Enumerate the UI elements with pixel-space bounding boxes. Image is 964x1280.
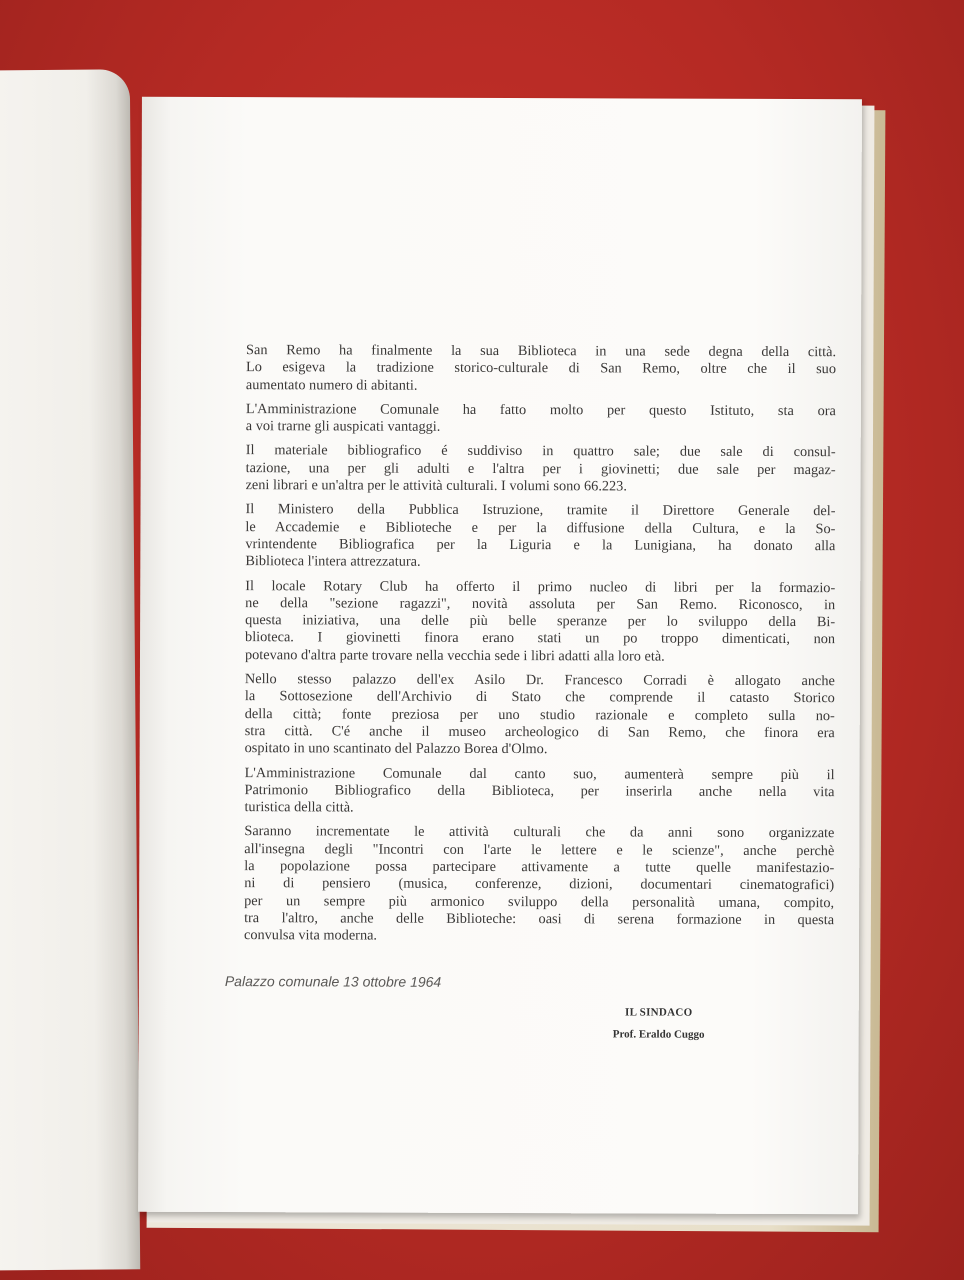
- paragraph: [244, 765, 834, 819]
- text-line: stra città. C'é anche il museo archeologico di San Remo, che finora era: [244, 723, 835, 742]
- text-line: tazione, una per gli adulti e l'altra per i giovinetti; due sale per magaz-: [245, 459, 836, 478]
- text-line: all'insegna degli "Incontri con l'arte le lettere e le scienze", anche perchè: [244, 840, 835, 859]
- text-line: Biblioteca l'intera attrezzatura.: [245, 553, 421, 570]
- text-line: Nello stesso palazzo dell'ex Asilo Dr. Francesco Corradi è allogato anche: [244, 671, 835, 690]
- left-facing-page: [0, 69, 140, 1270]
- paragraph: [245, 671, 835, 760]
- text-line: ne della "sezione ragazzi", novità assoluta per San Remo. Riconosco, in: [245, 594, 836, 614]
- text-line: potevano d'altra parte trovare nella vecchia sede i libri adatti alla loro età.: [244, 646, 665, 665]
- dateline: Palazzo comunale 13 ottobre 1964: [224, 973, 442, 990]
- text-line: questa iniziativa, una delle più belle speranze per lo sviluppo della Bi-: [245, 612, 836, 631]
- text-line: Il locale Rotary Club ha offerto il primo nucleo di libri per la formazio-: [245, 577, 836, 596]
- text-line: turistica della città.: [244, 799, 354, 816]
- text-line: aumentato numero di abitanti.: [245, 376, 418, 394]
- right-page: [138, 97, 862, 1215]
- paragraph: [246, 401, 836, 438]
- text-line: la popolazione possa partecipare attivamente a tutte quelle manifestazio-: [244, 858, 835, 877]
- paragraph: [246, 342, 836, 396]
- text-line: Patrimonio Bibliografico della Biblioteca, per inserirla anche nella vita: [244, 781, 835, 800]
- text-line: Il materiale bibliografico é suddiviso in quattro sale; due sale di consul-: [245, 442, 836, 461]
- text-line: vrintendente Bibliografica per la Liguria e la Lunigiana, ha donato alla: [245, 536, 836, 555]
- text-line: San Remo ha finalmente la sua Biblioteca in una sede degna della città.: [246, 342, 837, 361]
- text-line: ospitato in uno scantinato del Palazzo Borea d'Olmo.: [244, 740, 548, 758]
- text-line: a voi trarne gli auspicati vantaggi.: [245, 418, 441, 435]
- signature-name: Prof. Eraldo Cuggo: [612, 1028, 705, 1041]
- paragraph: [245, 501, 835, 572]
- text-line: L'Amministrazione Comunale ha fatto molto per questo Istituto, sta ora: [245, 401, 836, 420]
- text-line: Lo esigeva la tradizione storico-culturale di San Remo, oltre che il suo: [245, 359, 837, 378]
- paragraph: [246, 443, 836, 497]
- text-line: zeni librari e un'altra per le attività culturali. I volumi sono 66.223.: [245, 477, 627, 495]
- text-line: blioteca. I giovinetti finora erano stati un po troppo dimenticati, non: [245, 629, 836, 648]
- text-line: L'Amministrazione Comunale dal canto suo, aumenterà sempre più il: [244, 764, 835, 783]
- paragraph: [244, 824, 834, 947]
- text-line: tra l'altro, anche delle Biblioteche: oasi di serena formazione in questa: [244, 910, 835, 929]
- text-line: per un sempre più armonico sviluppo della personalità umana, compito,: [244, 892, 835, 911]
- text-line: la Sottosezione dell'Archivio di Stato che comprende il catasto Storico: [244, 688, 835, 707]
- text-line: Il Ministero della Pubblica Istruzione, tramite il Direttore Generale del-: [245, 501, 836, 520]
- text-line: della città; fonte preziosa per uno studio razionale e completo sulla no-: [244, 705, 835, 724]
- text-line: ni di pensiero (musica, conferenze, dizioni, documentari cinematografici): [244, 875, 835, 894]
- paragraph: [245, 578, 835, 667]
- signature-title: IL SINDACO: [624, 1006, 693, 1019]
- text-line: convulsa vita moderna.: [243, 927, 378, 944]
- body-text: [244, 342, 836, 954]
- text-line: Saranno incrementate le attività culturali che da anni sono organizzate: [244, 823, 835, 842]
- signature-block: [559, 1006, 759, 1041]
- text-line: le Accademie e Biblioteche e per la diffusione della Cultura, e la So-: [245, 518, 836, 537]
